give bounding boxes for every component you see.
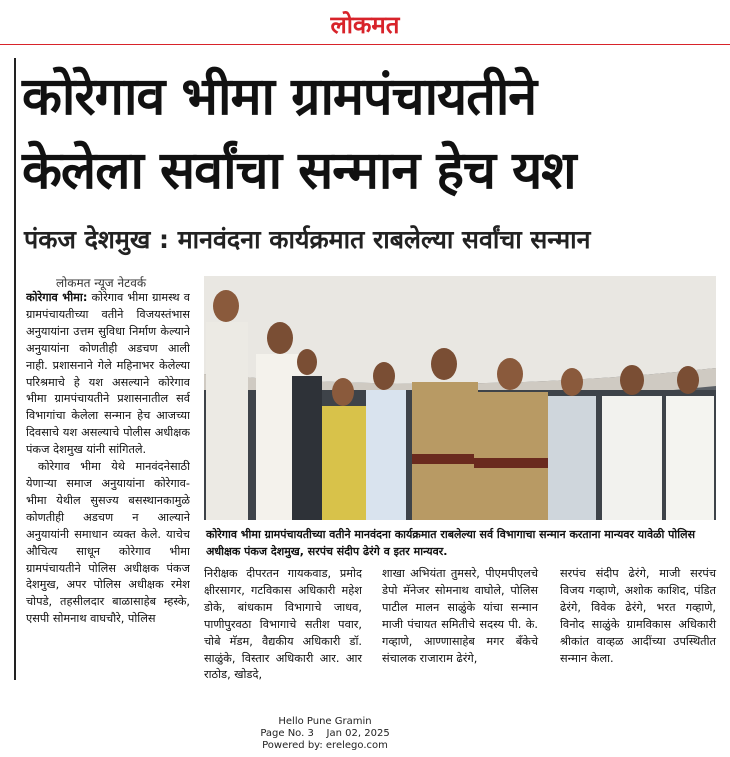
article-column-1 <box>26 290 190 690</box>
page-footer <box>0 716 650 752</box>
powered-by: Powered by: erelego.com <box>262 740 388 751</box>
paragraph-2: कोरेगाव भीमा येथे मानवंदनेसाठी येणाऱ्या समाज अनुयायांना कोरेगाव-भीमा येथील सुसज्य बसस्थानकामुळे कोणतीही अडचण न आल्याने अनुयायांनी समाधान व्यक्त केले. याचेच औचित्य साधून कोरेगाव भीमा ग्रामपंचायतीने पोलिस अधीक्षक पंकज देशमुख, अपर पोलिस अधीक्षक रमेश चोपडे, तहसीलदार बाळासाहेब म्हस्के, एसपी सोमनाथ वाघचौरे, पोलिस <box>26 460 190 626</box>
lokmat-logo: लोकमत <box>330 10 400 39</box>
headline-line-1: कोरेगाव भीमा ग्रामपंचायतीने <box>22 67 537 127</box>
paragraph-1-text: कोरेगाव भीमा ग्रामस्थ व ग्रामपंचायतीच्या वतीने विजयस्तंभास अनुयायांना उत्तम सुविधा निर्माण केल्याने अनुयायांना कोणतीही अडचण आली नाही. प्रशासनाने गेले महिनाभर केलेल्या परिश्रमाचे हे यश असल्याने कोरेगाव भीमा ग्रामपंचायतीने प्रशासनातील सर्व विभागांचा केलेला सन्मान हेच आजच्या दिवसाचे यश असल्याचे पोलीस अधीक्षक पंकज देशमुख यांनी सांगितले. <box>26 291 190 457</box>
masthead-rule <box>0 44 730 45</box>
paragraph-1 <box>26 290 190 459</box>
headline-line-2: केलेला सर्वांचा सन्मान हेच यश <box>22 141 576 201</box>
article-photo <box>204 276 716 520</box>
page-number-date: Page No. 3 Jan 02, 2025 <box>260 728 390 739</box>
column-3-text: शाखा अभियंता तुमसरे, पीएमपीएलचे डेपो मॅनेजर सोमनाथ वाघोले, पोलिस पाटील मालन साळुंके यांचा सन्मान माजी पंचायत समितीचे सदस्य पी. के. गव्हाणे, आण्णासाहेब मगर बँकेचे संचालक राजाराम ढेरंगे, <box>382 567 538 665</box>
column-2-text: निरीक्षक दीपरतन गायकवाड, प्रमोद क्षीरसागर, गटविकास अधिकारी महेश डोके, बांधकाम विभागाचे जाधव, पाणीपुरवठा विभागाचे सतीश पवार, चोबे मॅडम, वैद्यकीय अधिकारी डॉ. साळुंके, विस्तार अधिकारी आर. आर राठोड, खोडदे, <box>204 567 362 682</box>
article-column-2 <box>204 566 362 684</box>
edition-name: Hello Pune Gramin <box>278 716 372 727</box>
headline-accent-bar <box>14 58 16 680</box>
column-4-text: सरपंच संदीप ढेरंगे, माजी सरपंच विजय गव्हाणे, अशोक काशिद, पंडित ढेरंगे, विवेक ढेरंगे, भरत गव्हाणे, विनोद साळुंके ग्रामविकास अधिकारी श्रीकांत वाव्हळ आदींच्या उपस्थितीत सन्मान केला. <box>560 567 716 665</box>
byline: लोकमत न्यूज नेटवर्क <box>56 276 147 290</box>
photo-caption: कोरेगाव भीमा ग्रामपंचायतीच्या वतीने मानवंदना कार्यक्रमात राबलेल्या सर्व विभागाचा सन्मान करताना मान्यवर यावेळी पोलिस अधीक्षक पंकज देशमुख, सरपंच संदीप ढेरंगे व इतर मान्यवर. <box>206 528 696 558</box>
headline <box>22 60 722 208</box>
dateline: कोरेगाव भीमा: <box>26 291 88 304</box>
photo-illustration <box>204 276 716 520</box>
article-column-3 <box>382 566 538 667</box>
masthead <box>0 0 730 46</box>
subheadline: पंकज देशमुख : मानवंदना कार्यक्रमात राबलेल्या सर्वांचा सन्मान <box>24 225 591 254</box>
article-column-4 <box>560 566 716 667</box>
